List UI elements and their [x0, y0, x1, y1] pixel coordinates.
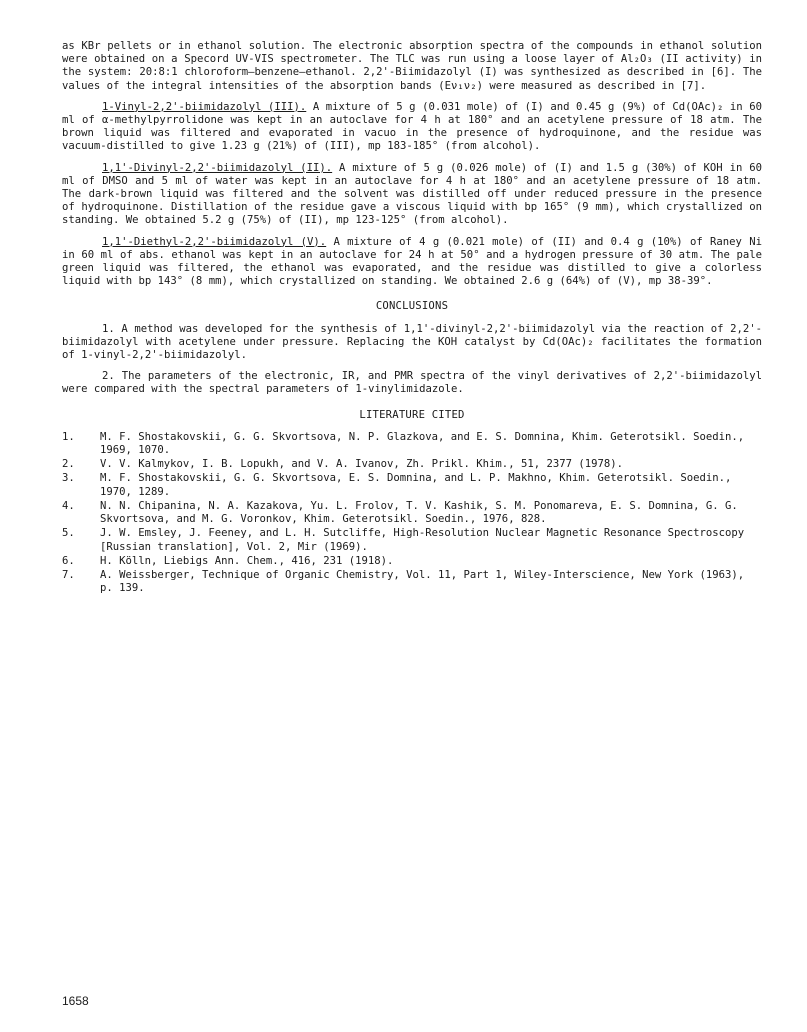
reference-item — [62, 569, 762, 595]
reference-text: V. V. Kalmykov, I. B. Lopukh, and V. A. Ivanov, Zh. Prikl. Khim., 51, 2377 (1978). — [100, 458, 623, 471]
reference-number: 3. — [62, 472, 75, 485]
reference-item — [62, 500, 762, 526]
reference-number: 1. — [62, 430, 75, 443]
reference-list — [62, 431, 762, 595]
procedure-vinyl-biimidazolyl — [62, 101, 762, 154]
reference-number: 5. — [62, 527, 75, 540]
conclusions-heading: CONCLUSIONS — [375, 300, 449, 313]
reference-number: 2. — [62, 458, 75, 471]
reference-item — [62, 472, 762, 498]
procedure-text-v: A mixture of 4 g (0.021 mole) of (II) and 0.4 g (10%) of Raney Ni in 60 ml of abs. ethanol was kept in an autoclave for 24 h at 50° and a hydrogen pressure of 30 atm. The pale green liquid was filtered, the ethanol was evaporated, and the residue was distilled to give a colorless liquid with bp 143° (8 mm), which crystallized on standing. We obtained 2.6 g (64%) of (V), mp 38-39°. — [62, 235, 762, 288]
reference-text: M. F. Shostakovskii, G. G. Skvortsova, E. S. Domnina, and L. P. Makhno, Khim. Geterotsikl. Soedin., 1970, 1289. — [100, 472, 732, 498]
compound-title-iii: 1-Vinyl-2,2'-biimidazolyl (III). — [102, 100, 307, 113]
reference-number: 6. — [62, 554, 75, 567]
reference-number: 4. — [62, 499, 75, 512]
procedure-divinyl-biimidazolyl — [62, 162, 762, 228]
compound-title-ii: 1,1'-Divinyl-2,2'-biimidazolyl (II). — [102, 161, 333, 174]
intro-paragraph: as KBr pellets or in ethanol solution. The electronic absorption spectra of the compounds in ethanol solution were obtained on a Specord UV-VIS spectrometer. The TLC was run using a loose layer of Al₂O₃ (II activity) in the system: 20:8:1 chloroform–benzene–ethanol. 2,2'-Biimidazolyl (I) was synthesized as described in [6]. The values of the integral intensities of the absorption bands (Eν₁ν₂) were measured as described in [7]. — [62, 40, 762, 92]
page-body — [62, 40, 762, 596]
reference-item — [62, 431, 762, 457]
compound-title-v: 1,1'-Diethyl-2,2'-biimidazolyl (V). — [102, 235, 327, 248]
procedure-text-iii: A mixture of 5 g (0.031 mole) of (I) and 0.45 g (9%) of Cd(OAc)₂ in 60 ml of α-methylpyrrolidone was kept in an autoclave for 4 h at 180° and an acetylene pressure of 18 atm. The brown liquid was filtered and evaporated in vacuo in the presence of hydroquinone, and the residue was vacuum-distilled to give 1.23 g (21%) of (III), mp 183-185° (from alcohol). — [62, 100, 762, 153]
reference-item — [62, 458, 762, 471]
reference-text: J. W. Emsley, J. Feeney, and L. H. Sutcliffe, High-Resolution Nuclear Magnetic Resonance Spectroscopy [Russian translation], Vol. 2, Mir (1969). — [100, 527, 745, 553]
literature-heading: LITERATURE CITED — [359, 408, 465, 421]
page-number: 1658 — [62, 994, 89, 1008]
reference-text: M. F. Shostakovskii, G. G. Skvortsova, N. P. Glazkova, and E. S. Domnina, Khim. Geterotsikl. Soedin., 1969, 1070. — [100, 430, 745, 457]
reference-number: 7. — [62, 568, 75, 581]
procedure-text-ii: A mixture of 5 g (0.026 mole) of (I) and 1.5 g (30%) of KOH in 60 ml of DMSO and 5 ml of water was kept in an autoclave for 4 h at 180° and an acetylene pressure of 18 atm. The dark-brown liquid was filtered and the solvent was distilled off under reduced pressure in the presence of hydroquinone. Distillation of the residue gave a viscous liquid with bp 165° (9 mm), which crystallized on standing. We obtained 5.2 g (75%) of (II), mp 123-125° (from alcohol). — [62, 161, 762, 227]
conclusion-item-1: 1. A method was developed for the synthesis of 1,1'-divinyl-2,2'-biimidazolyl via the reaction of 2,2'-biimidazolyl with acetylene under pressure. Replacing the KOH catalyst by Cd(OAc)₂ facilitates the formation of 1-vinyl-2,2'-biimidazolyl. — [62, 322, 762, 362]
procedure-diethyl-biimidazolyl — [62, 236, 762, 289]
reference-item — [62, 527, 762, 553]
reference-text: H. Kölln, Liebigs Ann. Chem., 416, 231 (1918). — [100, 554, 394, 567]
reference-item — [62, 555, 762, 568]
reference-text: N. N. Chipanina, N. A. Kazakova, Yu. L. Frolov, T. V. Kashik, S. M. Ponomareva, E. S. Domnina, G. G. Skvortsova, and M. G. Voronkov, Khim. Geterotsikl. Soedin., 1976, 828. — [100, 499, 738, 526]
reference-text: A. Weissberger, Technique of Organic Chemistry, Vol. 11, Part 1, Wiley-Interscience, New York (1963), p. 139. — [100, 568, 745, 595]
conclusion-item-2: 2. The parameters of the electronic, IR, and PMR spectra of the vinyl derivatives of 2,2'-biimidazolyl were compared with the spectral parameters of 1-vinylimidazole. — [62, 370, 762, 396]
